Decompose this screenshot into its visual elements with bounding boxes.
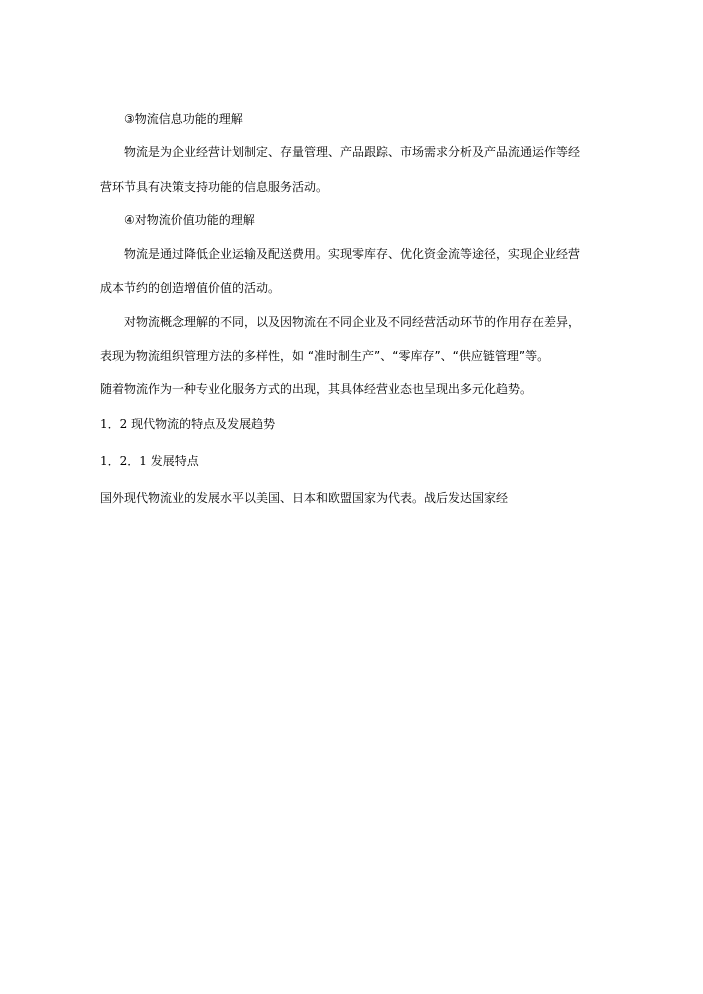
paragraph-line: 物流是为企业经营计划制定、存量管理、产品跟踪、市场需求分析及产品流通运作等经 (124, 145, 581, 159)
paragraph-line: 成本节约的创造增值价值的活动。 (100, 281, 281, 295)
section-number: 1．2．1 (100, 454, 147, 468)
section-heading-1-2-1 (100, 453, 199, 469)
subheading-value-function: ④对物流价值功能的理解 (124, 213, 255, 227)
paragraph-line: 表现为物流组织管理方法的多样性，如 “准时制生产”、“零库存”、“供应链管理”等。 (100, 349, 550, 363)
paragraph-line: 国外现代物流业的发展水平以美国、日本和欧盟国家为代表。战后发达国家经 (100, 491, 509, 505)
paragraph-line: 物流是通过降低企业运输及配送费用。实现零库存、优化资金流等途径，实现企业经营 (124, 247, 581, 261)
section-title: 现代物流的特点及发展趋势 (131, 417, 276, 431)
section-title: 发展特点 (150, 454, 199, 468)
section-number: 1．2 (100, 417, 128, 431)
paragraph-line: 随着物流作为一种专业化服务方式的出现，其具体经营业态也呈现出多元化趋势。 (100, 382, 533, 396)
section-heading-1-2 (100, 416, 275, 432)
paragraph-line: 营环节具有决策支持功能的信息服务活动。 (100, 180, 329, 194)
paragraph-line: 对物流概念理解的不同，以及因物流在不同企业及不同经营活动环节的作用存在差异， (124, 315, 581, 329)
subheading-info-function: ③物流信息功能的理解 (124, 112, 243, 126)
